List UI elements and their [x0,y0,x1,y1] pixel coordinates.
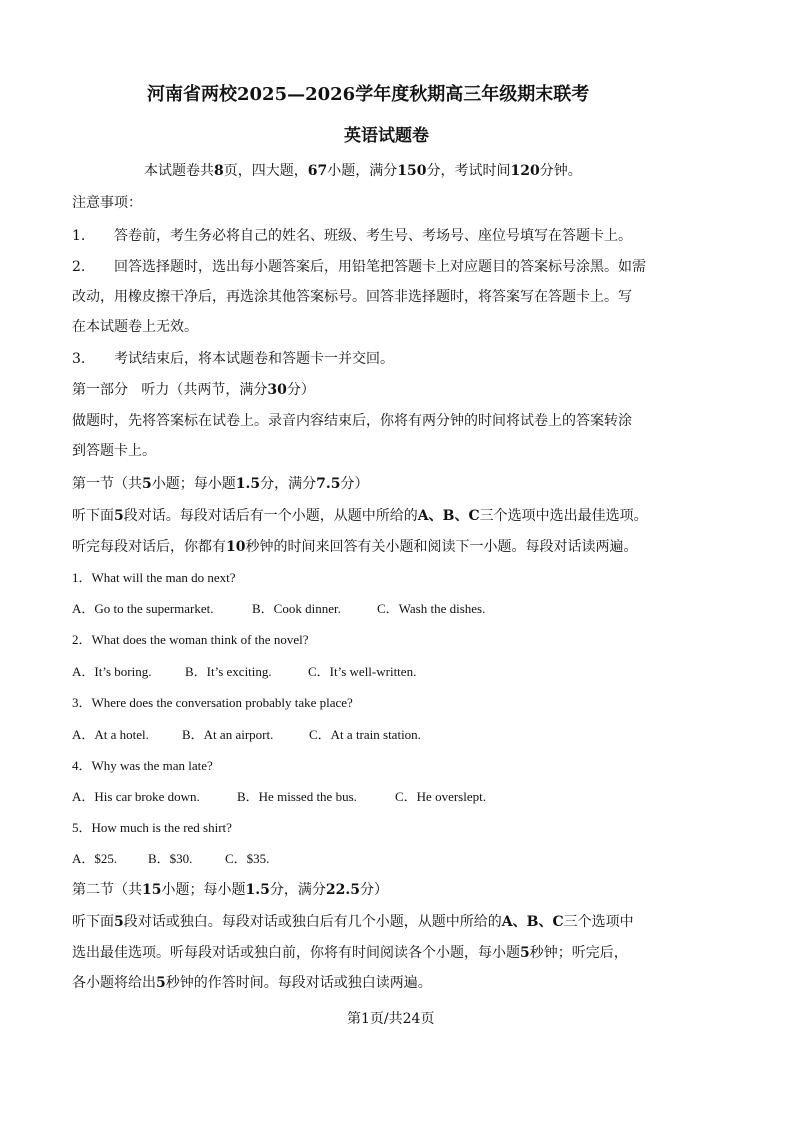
option-c: C．He overslept. [395,789,486,804]
instr-text: 听下面 [72,508,114,524]
instr-number: 5 [156,975,166,991]
note-item-2-cont: 在本试题卷上无效。 [72,319,198,335]
option-b: B．At an airport. [182,727,274,742]
option-b: B．He missed the bus. [237,789,357,804]
section-text: 分） [340,476,369,492]
option-c: C．$35. [225,851,270,866]
question-stem: 3．Where does the conversation probably take place? [72,695,353,710]
section2-heading [72,881,388,899]
section-count: 15 [142,882,162,898]
option-a: A．At a hotel. [72,727,149,742]
instr-text: 三个选项中 [563,914,634,930]
instr-text: 听下面 [72,914,114,930]
section-text: 分） [359,882,388,898]
note-text: 考试结束后，将本试题卷和答题卡一并交回。 [114,351,394,367]
exam-subtitle: 英语试题卷 [344,126,429,146]
option-c: C．It’s well-written. [308,664,417,679]
option-b: B．Cook dinner. [252,601,341,616]
section-text: 小题；每小题 [151,476,236,492]
title-year: 2025—2026 [237,84,356,105]
part1-instruction: 到答题卡上。 [72,443,156,459]
instr-number: 10 [226,539,246,555]
question-stem: 4．Why was the man late? [72,758,213,773]
note-item-1 [72,227,632,245]
instr-options: A、B、C [417,508,480,524]
section-text: 分，满分 [269,882,326,898]
page-footer [347,1010,434,1028]
part-score: 30 [267,382,287,398]
footer-page-number: 1 [361,1011,370,1027]
question-options [72,788,486,806]
section-text: 分，满分 [260,476,317,492]
note-item-2 [72,258,646,276]
note-item-2-cont: 改动，用橡皮擦干净后，再选涂其他答案标号。回答非选择题时，将答案写在答题卡上。写 [72,289,632,305]
option-a: A．His car broke down. [72,789,200,804]
footer-total-pages: 24 [402,1011,421,1027]
instr-text: 听完每段对话后，你都有 [72,539,226,555]
intro-line [144,162,582,180]
footer-text: 第 [347,1011,361,1027]
note-number: 2. [72,259,86,275]
footer-text: 页 [420,1011,435,1027]
footer-text: 页/共 [369,1011,403,1027]
section2-instruction [72,913,634,931]
section1-instruction [72,507,648,525]
question-stem: 1．What will the man do next? [72,570,236,585]
option-c: C．At a train station. [309,727,421,742]
instr-text: 秒钟的作答时间。每段对话或独白读两遍。 [165,975,432,991]
instr-number: 5 [520,945,530,961]
part-label: 第一部分 [72,382,128,398]
intro-pages: 8 [214,163,224,179]
intro-text: 页，四大题， [223,163,308,179]
title-suffix: 学年度秋期高三年级期末联考 [355,84,590,105]
instr-text: 秒钟；听完后， [529,945,628,961]
intro-time: 120 [510,163,540,179]
section-total: 22.5 [325,882,360,898]
section1-heading [72,475,368,493]
instr-text: 三个选项中选出最佳选项。 [479,508,648,524]
section-text: 第一节（共 [72,476,142,492]
note-number: 1. [72,228,86,244]
note-text: 回答选择题时，选出每小题答案后，用铅笔把答题卡上对应题目的答案标号涂黑。如需 [114,259,646,275]
section2-instruction [72,944,628,962]
question-options [72,600,485,618]
title-prefix: 河南省两校 [147,84,237,105]
option-c: C．Wash the dishes. [377,601,486,616]
intro-text: 分，考试时间 [426,163,511,179]
section-each: 1.5 [235,476,261,492]
part1-heading [72,381,315,399]
question-options [72,663,416,681]
option-b: B．It’s exciting. [185,664,272,679]
part1-instruction: 做题时，先将答案标在试卷上。录音内容结束后，你将有两分钟的时间将试卷上的答案转涂 [72,413,632,429]
option-b: B．$30. [148,851,193,866]
question-stem: 5．How much is the red shirt? [72,820,232,835]
instr-options: A、B、C [501,914,564,930]
instr-text: 各小题将给出 [72,975,156,991]
question-stem: 2．What does the woman think of the novel? [72,632,309,647]
note-number: 3. [72,351,86,367]
section-each: 1.5 [245,882,270,898]
exam-title [147,84,589,106]
instr-number: 5 [114,508,124,524]
section-count: 5 [142,476,152,492]
instr-text: 段对话。每段对话后有一个小题，从题中所给的 [123,508,418,524]
question-options [72,726,421,744]
instr-text: 秒钟的时间来回答有关小题和阅读下一小题。每段对话读两遍。 [245,539,638,555]
part-text: 分） [286,382,315,398]
question-options [72,850,269,868]
section-text: 小题；每小题 [161,882,246,898]
option-a: A．It’s boring. [72,664,152,679]
option-a: A．$25. [72,851,118,866]
instr-text: 段对话或独白。每段对话或独白后有几个小题，从题中所给的 [123,914,502,930]
intro-text: 分钟。 [539,163,582,179]
instr-number: 5 [114,914,124,930]
section1-instruction [72,538,637,556]
intro-text: 小题，满分 [327,163,398,179]
intro-score: 150 [397,163,427,179]
intro-questions: 67 [307,163,328,179]
section-total: 7.5 [316,476,341,492]
option-a: A．Go to the supermarket. [72,601,214,616]
note-text: 答卷前，考生务必将自己的姓名、班级、考生号、考场号、座位号填写在答题卡上。 [114,228,632,244]
intro-text: 本试题卷共 [144,163,214,179]
section-text: 第二节（共 [72,882,142,898]
instr-text: 选出最佳选项。听每段对话或独白前，你将有时间阅读各个小题，每小题 [72,945,520,961]
notes-heading: 注意事项： [72,195,142,211]
section2-instruction [72,974,432,992]
part-text: 听力（共两节，满分 [141,382,268,398]
note-item-3 [72,350,394,368]
